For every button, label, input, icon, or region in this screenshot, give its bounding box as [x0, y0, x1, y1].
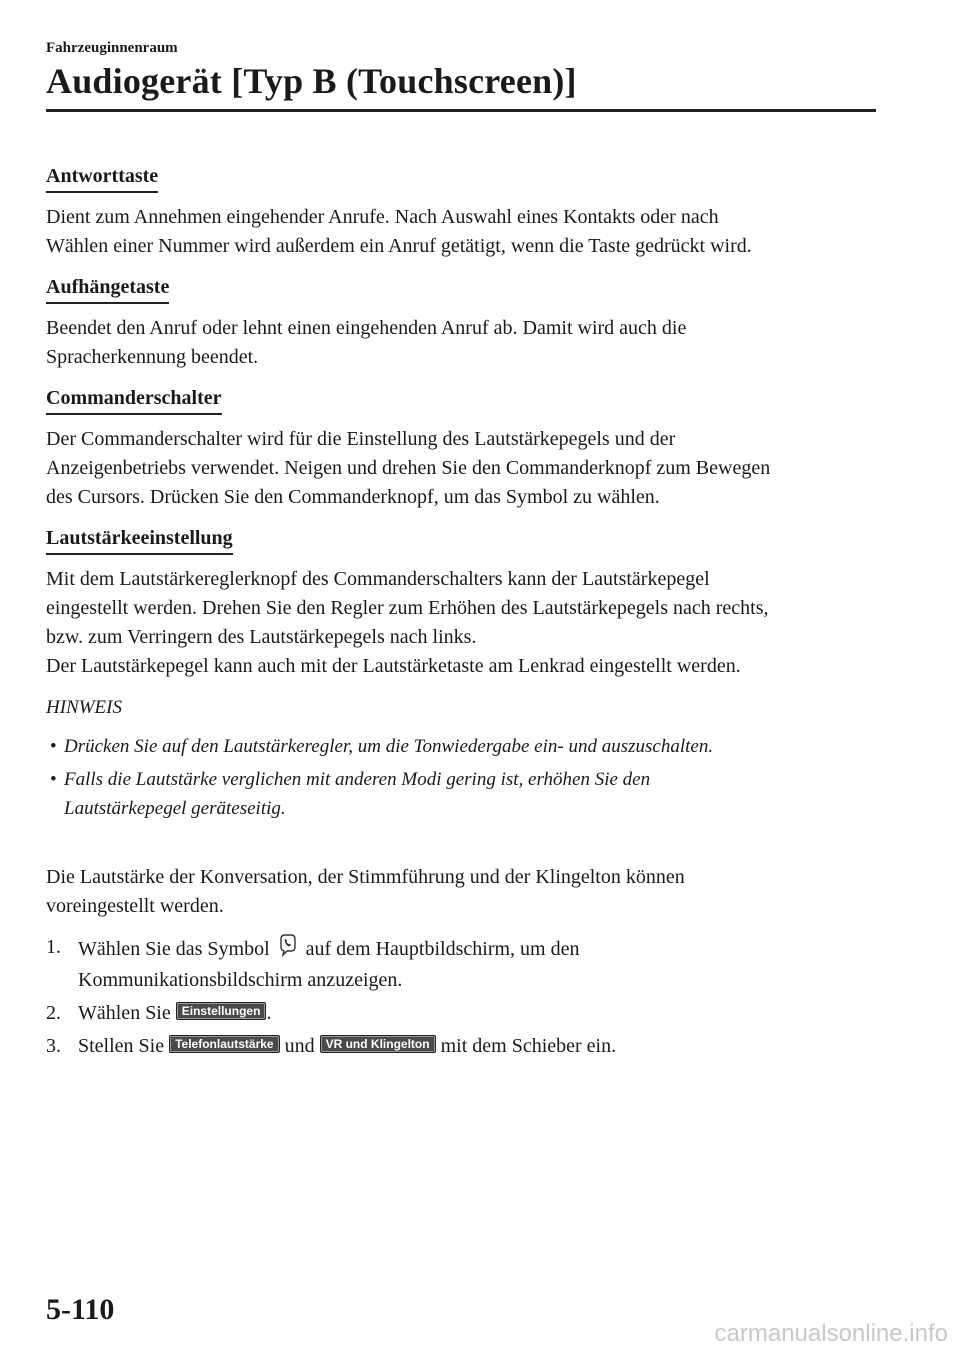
- list-item: • Drücken Sie auf den Lautstärkeregler, um die Tonwiedergabe ein- und auszuschalten.: [46, 732, 876, 761]
- section-body-aufhaengetaste: Beendet den Anruf oder lehnt einen eingehenden Anruf ab. Damit wird auch die Spracherkennung beendet.: [46, 317, 687, 368]
- section-heading-block: [46, 162, 876, 193]
- section-heading-block: [46, 273, 876, 304]
- page-number: 5-110: [46, 1293, 115, 1326]
- page-title: Audiogerät [Typ B (Touchscreen)]: [46, 61, 577, 101]
- step-number: 1.: [46, 936, 61, 958]
- steps-list: [46, 933, 876, 1061]
- bullet: •: [50, 769, 57, 790]
- hinweis-list: [46, 732, 876, 823]
- section-body-lautstaerkeeinstellung: Mit dem Lautstärkereglerknopf des Commanderschalters kann der Lautstärkepegel eingestellt werden. Drehen Sie den Regler zum Erhöhen des Lautstärkepegels nach rechts, bzw. zum Verringern des Lautstärkepegels nach links. Der Lautstärkepegel kann auch mit der Lautstärketaste am Lenkrad eingestellt werden.: [46, 568, 769, 677]
- bullet: •: [50, 736, 57, 757]
- intro-paragraph: Die Lautstärke der Konversation, der Stimmführung und der Klingelton können voreingestellt werden.: [46, 866, 685, 917]
- step-3: 3. Stellen Sie Telefonlautstärke und VR und Klingelton mit dem Schieber ein.: [46, 1032, 876, 1061]
- content: [46, 162, 876, 1065]
- section-heading-commanderschalter: Commanderschalter: [46, 386, 222, 415]
- vr-klingelton-button-label: VR und Klingelton: [320, 1035, 436, 1053]
- hinweis-label: HINWEIS: [46, 697, 122, 718]
- phone-icon: [277, 933, 299, 966]
- einstellungen-button-label: Einstellungen: [176, 1002, 267, 1020]
- list-item: • Falls die Lautstärke verglichen mit anderen Modi gering ist, erhöhen Sie den Lautstärkepegel geräteseitig.: [46, 765, 876, 823]
- step-number: 2.: [46, 1002, 61, 1024]
- step-number: 3.: [46, 1035, 61, 1057]
- section-heading-antworttaste: Antworttaste: [46, 164, 158, 193]
- section-heading-block: [46, 524, 876, 555]
- section-heading-block: [46, 384, 876, 415]
- telefonlautstaerke-button-label: Telefonlautstärke: [169, 1035, 279, 1053]
- watermark: carmanualsonline.info: [714, 1320, 948, 1347]
- step-2: 2. Wählen Sie Einstellungen .: [46, 999, 876, 1028]
- section-body-commanderschalter: Der Commanderschalter wird für die Einstellung des Lautstärkepegels und der Anzeigenbetriebs verwendet. Neigen und drehen Sie den Commanderknopf zum Bewegen des Cursors. Drücken Sie den Commanderknopf, um das Symbol zu wählen.: [46, 428, 771, 508]
- section-body-antworttaste: Dient zum Annehmen eingehender Anrufe. Nach Auswahl eines Kontakts oder nach Wählen einer Nummer wird außerdem ein Anruf getätigt, wenn die Taste gedrückt wird.: [46, 206, 752, 257]
- section-heading-lautstaerkeeinstellung: Lautstärkeeinstellung: [46, 526, 233, 555]
- chapter-label: Fahrzeuginnenraum: [46, 40, 178, 56]
- step-1: 1. Wählen Sie das Symbol auf dem Hauptbildschirm, um den Kommunikationsbildschirm anzuzeigen.: [46, 933, 876, 995]
- section-heading-aufhaengetaste: Aufhängetaste: [46, 275, 169, 304]
- title-rule: [46, 109, 876, 112]
